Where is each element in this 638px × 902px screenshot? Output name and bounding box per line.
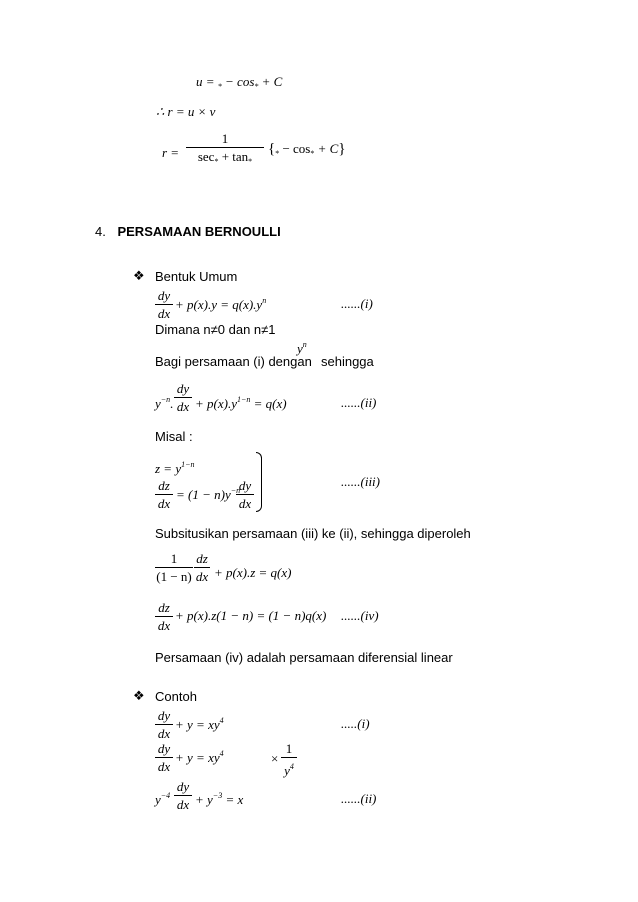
equation-r-uv: ∴ r = u × v <box>156 104 216 119</box>
ex1-sup: 4 <box>219 716 224 725</box>
ex3-tail <box>195 791 243 808</box>
eq1-tail <box>175 296 266 313</box>
bentuk-label: Bentuk Umum <box>155 269 238 284</box>
star-glyph: * <box>275 149 280 158</box>
fraction-bar <box>281 757 297 758</box>
frac-dy: dy <box>176 779 190 794</box>
eq1-sup: n <box>262 296 267 305</box>
eq-u-left: u = <box>196 74 218 89</box>
frac-dy: dy <box>157 708 171 723</box>
eq3a-sup: 1−n <box>181 460 195 469</box>
mult-num: 1 <box>285 741 293 756</box>
ex1-tag: .....(i) <box>341 716 370 731</box>
ex2-body: + y = xy <box>175 750 220 765</box>
mult-sign: × <box>271 751 279 766</box>
eq4-tail: + p(x).z = q(x) <box>214 565 292 580</box>
equation-r-brace: $\{_* - \cos_* + C\}$ <box>268 141 346 158</box>
fraction-bar <box>186 147 264 148</box>
eq2-head: $y^{-n}$. <box>155 395 174 411</box>
eq3b-sup: −n <box>230 486 241 495</box>
eq3b-fraction-left <box>155 478 173 511</box>
fraction-bar <box>155 724 173 725</box>
contoh-label: Contoh <box>155 689 197 704</box>
eq-u-mid: − cos <box>221 74 255 89</box>
subs-text: Subsitusikan persamaan (iii) ke (ii), sehingga diperoleh <box>155 526 471 541</box>
frac-dy: dy <box>176 381 190 396</box>
eq3-tag: ......(iii) <box>341 474 380 489</box>
ex3-head <box>155 791 170 808</box>
fraction-bar <box>155 567 193 568</box>
ex1-body: + y = xy <box>175 717 220 732</box>
frac-dx: dx <box>157 618 171 633</box>
divide-sup: n <box>302 340 307 349</box>
eq-r-brace-c: + C <box>314 141 339 156</box>
equation-r-left: r = <box>162 145 180 160</box>
eq3b-fraction-right <box>236 478 254 511</box>
linear-text: Persamaan (iv) adalah persamaan diferensial linear <box>155 650 453 665</box>
fraction-bar <box>236 494 254 495</box>
frac-dx: dx <box>176 399 190 414</box>
fraction-numerator: 1 <box>221 131 229 146</box>
eq3a <box>155 460 195 477</box>
divide-text: Bagi persamaan (i) dengan <box>155 354 312 369</box>
eq3-right-brace <box>256 452 262 512</box>
condition-text: Dimana n≠0 dan n≠1 <box>155 322 276 337</box>
section-number: 4. <box>95 224 106 239</box>
fraction-bar <box>194 567 210 568</box>
eq2-rhs: = q(x) <box>250 396 287 411</box>
eq4-fraction-right <box>194 551 210 584</box>
star-glyph: * <box>248 157 253 166</box>
ex1-tail <box>175 716 224 733</box>
ex3-tail-sup: −3 <box>212 791 223 800</box>
ex3-head-sup: −4 <box>160 791 171 800</box>
frac-dz: dz <box>158 478 170 493</box>
ex3-tag: ......(ii) <box>341 791 377 806</box>
eq3b-body: = (1 − n)y <box>176 487 231 502</box>
mult-fraction <box>281 741 297 778</box>
eq4-fraction-left <box>155 551 193 584</box>
eq1-tag: ......(i) <box>341 296 373 311</box>
eq2-head-sup: −n <box>160 395 171 404</box>
divide-after: sehingga <box>321 354 374 369</box>
fraction-bar <box>155 616 173 617</box>
eq-u-right: + C <box>258 74 283 89</box>
eq2-tag: ......(ii) <box>341 395 377 410</box>
ex1-fraction <box>155 708 173 741</box>
frac-one-minus-n: (1 − n) <box>156 569 192 584</box>
mult-den-sup: 4 <box>289 762 294 771</box>
fraction-bar <box>155 757 173 758</box>
section-heading <box>95 224 281 239</box>
misal-label: Misal : <box>155 429 193 444</box>
ex2-tail <box>175 749 224 766</box>
eq5-tag: ......(iv) <box>341 608 379 623</box>
eq5-fraction <box>155 600 173 633</box>
fraction-bar <box>155 304 173 305</box>
ex3-rhs: = x <box>222 792 244 807</box>
frac-dx: dx <box>238 496 252 511</box>
frac-dz: dz <box>196 551 208 566</box>
star-glyph: * <box>254 82 259 91</box>
fraction-den-sec: sec <box>197 149 215 164</box>
star-glyph: * <box>310 149 315 158</box>
fraction-bar <box>155 494 173 495</box>
frac-one: 1 <box>170 551 178 566</box>
mult-den: y <box>284 763 290 778</box>
ex2-fraction <box>155 741 173 774</box>
bullet-bentuk-icon: ❖ <box>133 269 145 284</box>
fraction-bar <box>174 397 192 398</box>
fraction-den-tan: + tan <box>218 149 249 164</box>
frac-dx: dx <box>176 797 190 812</box>
ex2-sup: 4 <box>219 749 224 758</box>
frac-dy: dy <box>157 741 171 756</box>
fraction-bar <box>174 795 192 796</box>
bullet-contoh-icon: ❖ <box>133 689 145 704</box>
eq3b-mid <box>176 486 240 503</box>
eq-r-brace-cos: − cos <box>279 141 311 156</box>
eq2-body: + p(x).y <box>195 396 237 411</box>
frac-dy: dy <box>157 288 171 303</box>
section-title: PERSAMAAN BERNOULLI <box>117 224 281 239</box>
frac-dz: dz <box>158 600 170 615</box>
eq5-tail: + p(x).z(1 − n) = (1 − n)q(x) <box>175 608 327 623</box>
frac-dy: dy <box>238 478 252 493</box>
frac-dx: dx <box>157 496 171 511</box>
frac-dx: dx <box>195 569 209 584</box>
frac-dx: dx <box>157 759 171 774</box>
eq1-fraction <box>155 288 173 321</box>
eq3a-body: z = y <box>155 461 182 476</box>
star-glyph: * <box>214 157 219 166</box>
divide-y: y <box>297 341 303 356</box>
eq2-y: y <box>155 396 161 411</box>
ex3-fraction <box>174 779 192 812</box>
ex3-body: + y <box>195 792 213 807</box>
eq2-fraction <box>174 381 192 414</box>
eq2-tail <box>195 395 287 412</box>
frac-dx: dx <box>157 726 171 741</box>
eq2-tail-sup: 1−n <box>236 395 251 404</box>
star-glyph: * <box>217 82 222 91</box>
equation-r-fraction <box>186 131 264 169</box>
eq1-body: + p(x).y = q(x).y <box>175 297 263 312</box>
frac-dx: dx <box>157 306 171 321</box>
ex3-y: y <box>155 792 161 807</box>
equation-u <box>196 74 282 91</box>
